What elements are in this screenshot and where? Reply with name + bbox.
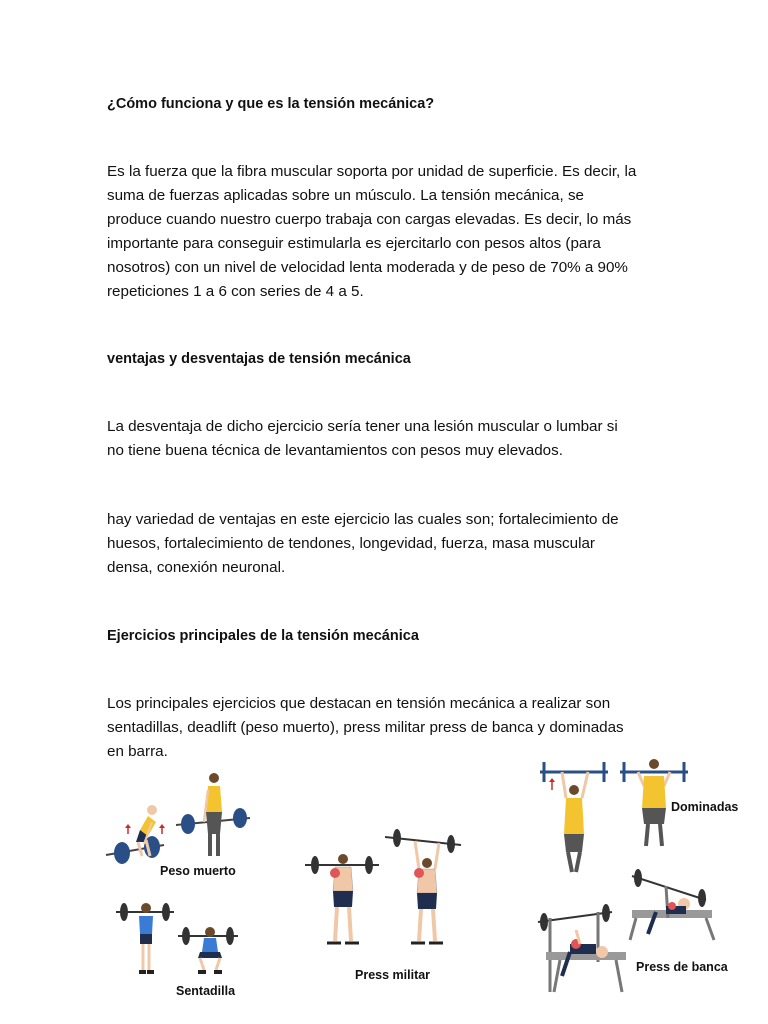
squat-illustration bbox=[112, 898, 242, 998]
paragraph-definition bbox=[107, 160, 667, 304]
paragraph-line: en barra. bbox=[107, 743, 168, 760]
paragraph-line: produce cuando nuestro cuerpo trabaja con cargas elevadas. Es decir, lo más bbox=[107, 211, 632, 228]
paragraph-line: suma de fuerzas aplicadas sobre un músculo. La tensión mecánica, se bbox=[107, 187, 584, 204]
paragraph-advantages bbox=[107, 508, 667, 580]
pullup-label: Dominadas bbox=[671, 800, 739, 814]
heading-main-exercises: Ejercicios principales de la tensión mecánica bbox=[107, 628, 419, 644]
paragraph-line: no tiene buena técnica de levantamientos con pesos muy elevados. bbox=[107, 442, 563, 459]
military-press-illustration bbox=[305, 825, 465, 985]
paragraph-line: huesos, fortalecimiento de tendones, longevidad, fuerza, masa muscular bbox=[107, 535, 595, 552]
military-press-icon bbox=[305, 825, 465, 955]
paragraph-disadvantage bbox=[107, 415, 667, 463]
heading-how-it-works: ¿Cómo funciona y que es la tensión mecánica? bbox=[107, 96, 435, 112]
deadlift-label: Peso muerto bbox=[160, 864, 236, 878]
heading-pros-cons: ventajas y desventajas de tensión mecánica bbox=[107, 351, 411, 367]
paragraph-line: Es la fuerza que la fibra muscular soporta por unidad de superficie. Es decir, la bbox=[107, 163, 637, 180]
paragraph-line: repeticiones 1 a 6 con series de 4 a 5. bbox=[107, 283, 364, 300]
bench-press-icon bbox=[536, 872, 736, 1002]
bench-press-label: Press de banca bbox=[636, 960, 728, 974]
pullup-icon bbox=[538, 756, 688, 881]
paragraph-line: La desventaja de dicho ejercicio sería tener una lesión muscular o lumbar si bbox=[107, 418, 618, 435]
paragraph-line: importante para conseguir estimularla es ejercitarlo con pesos altos (para bbox=[107, 235, 601, 252]
paragraph-line: densa, conexión neuronal. bbox=[107, 559, 286, 576]
squat-label: Sentadilla bbox=[176, 984, 236, 998]
paragraph-exercises bbox=[107, 692, 667, 764]
deadlift-icon bbox=[104, 770, 254, 870]
deadlift-illustration bbox=[104, 770, 254, 878]
squat-icon bbox=[112, 898, 242, 978]
paragraph-line: Los principales ejercicios que destacan en tensión mecánica a realizar son bbox=[107, 695, 611, 712]
paragraph-line: hay variedad de ventajas en este ejercicio las cuales son; fortalecimiento de bbox=[107, 511, 619, 528]
bench-press-illustration bbox=[536, 872, 736, 1002]
paragraph-line: nosotros) con un nivel de velocidad lenta moderada y de peso de 70% a 90% bbox=[107, 259, 628, 276]
paragraph-line: sentadillas, deadlift (peso muerto), press militar press de banca y dominadas bbox=[107, 719, 624, 736]
pullup-illustration bbox=[538, 756, 748, 881]
military-press-label: Press militar bbox=[355, 968, 431, 982]
